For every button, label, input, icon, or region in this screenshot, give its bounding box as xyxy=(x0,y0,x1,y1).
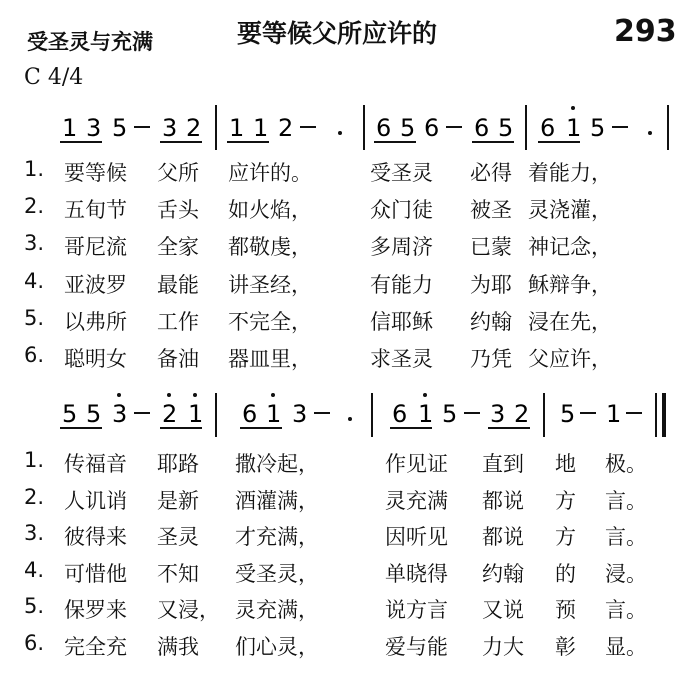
lyric-phrase: 有能力 xyxy=(370,272,433,297)
lyric-phrase: 如火焰， xyxy=(228,198,312,223)
lyric-phrase: 酒灌满， xyxy=(235,488,319,513)
lyric-phrase: 浸。 xyxy=(605,561,647,586)
lyric-phrase: 灵充满 xyxy=(385,488,448,513)
verse-line xyxy=(0,231,700,267)
lyric-phrase: 直到 xyxy=(482,452,524,476)
verse-line xyxy=(0,157,700,193)
lyric-phrase: 备油 xyxy=(157,347,199,371)
svg-text:1: 1 xyxy=(229,114,245,142)
lyric-phrase: 完全充 xyxy=(64,635,127,659)
lyric-phrase: 满我 xyxy=(157,635,199,659)
note: 2 xyxy=(186,114,202,142)
lyric-phrase: 父所 xyxy=(157,161,199,185)
notation-system-2 xyxy=(0,387,700,447)
verse-line xyxy=(0,306,700,342)
lyric-phrase: 神记念， xyxy=(528,235,612,260)
svg-text:5: 5 xyxy=(86,400,102,428)
svg-text:6: 6 xyxy=(474,114,490,142)
measure-8 xyxy=(560,400,642,428)
lyric-phrase: 为耶 xyxy=(470,272,512,297)
verse-number: 1. xyxy=(24,448,45,472)
lyric-phrase: 受圣灵 xyxy=(370,161,433,185)
svg-text:3: 3 xyxy=(112,400,128,428)
song-category: 受圣灵与充满 xyxy=(27,30,153,54)
key-signature: C 4/4 xyxy=(24,65,84,90)
lyric-phrase: 的 xyxy=(555,561,576,586)
svg-text:1: 1 xyxy=(253,114,269,142)
lyric-phrase: 才充满， xyxy=(235,525,319,550)
lyric-phrase: 着能力， xyxy=(528,161,612,185)
lyric-phrase: 要等候 xyxy=(64,161,127,185)
lyric-phrase: 器皿里， xyxy=(228,347,312,371)
lyric-phrase: 应许的。 xyxy=(228,161,312,185)
verse-line xyxy=(0,558,700,594)
lyric-phrase: 都说 xyxy=(482,525,524,550)
song-title: 要等候父所应许的 xyxy=(237,19,438,48)
note: 5 xyxy=(112,114,128,142)
measure-1 xyxy=(60,114,202,142)
lyric-phrase: 必得 xyxy=(470,161,512,185)
lyric-phrase: 舌头 xyxy=(157,198,199,223)
lyric-phrase: 言。 xyxy=(605,525,647,550)
lyric-phrase: 被圣 xyxy=(470,198,512,223)
verse-line xyxy=(0,343,700,379)
svg-text:3: 3 xyxy=(490,400,506,428)
lyric-phrase: 彼得来 xyxy=(64,525,127,550)
lyric-phrase: 又说 xyxy=(482,598,524,623)
lyric-phrase: 彰 xyxy=(555,635,576,659)
verse-number: 6. xyxy=(24,343,45,367)
lyric-phrase: 撒冷起， xyxy=(235,452,319,476)
lyric-phrase: 讲圣经， xyxy=(228,272,312,297)
verse-line xyxy=(0,485,700,521)
lyric-phrase: 方 xyxy=(555,488,576,513)
lyric-phrase: 极。 xyxy=(605,452,647,476)
lyric-phrase: 都敬虔， xyxy=(228,235,312,260)
lyric-phrase: 地 xyxy=(555,452,576,476)
verse-line xyxy=(0,594,700,630)
svg-text:1: 1 xyxy=(606,400,622,428)
lyric-phrase: 稣辩争， xyxy=(528,272,612,297)
lyric-phrase: 可惜他 xyxy=(64,561,127,586)
svg-text:6: 6 xyxy=(376,114,392,142)
svg-text:1: 1 xyxy=(418,400,434,428)
svg-text:1: 1 xyxy=(266,400,282,428)
verse-number: 5. xyxy=(24,305,45,330)
verse-line xyxy=(0,269,700,305)
verse-number: 4. xyxy=(24,557,45,582)
lyric-phrase: 人讥诮 xyxy=(64,488,127,513)
lyric-phrase: 圣灵 xyxy=(157,525,199,550)
lyric-phrase: 已蒙 xyxy=(470,235,512,260)
svg-text:5: 5 xyxy=(590,114,606,142)
lyric-phrase: 不知 xyxy=(157,561,199,586)
verse-line xyxy=(0,448,700,484)
svg-text:6: 6 xyxy=(424,114,440,142)
svg-text:2: 2 xyxy=(514,400,530,428)
verse-number: 3. xyxy=(24,231,45,256)
lyric-phrase: 作见证 xyxy=(385,452,448,476)
note: 1 xyxy=(62,114,78,142)
lyric-phrase: 五旬节 xyxy=(64,198,127,223)
lyric-phrase: 父应许， xyxy=(528,347,612,371)
lyric-phrase: 工作 xyxy=(157,309,199,334)
lyric-phrase: 信耶稣 xyxy=(370,309,433,334)
lyric-phrase: 灵浇灌， xyxy=(528,198,612,223)
svg-text:5: 5 xyxy=(498,114,514,142)
svg-text:5: 5 xyxy=(400,114,416,142)
lyric-phrase: 预 xyxy=(555,598,576,623)
lyric-phrase: 爱与能 xyxy=(385,635,448,659)
lyric-phrase: 全家 xyxy=(157,235,199,260)
svg-text:6: 6 xyxy=(540,114,556,142)
lyric-phrase: 力大 xyxy=(482,635,524,659)
note: 3 xyxy=(162,114,178,142)
verse-number: 2. xyxy=(24,484,45,509)
svg-text:2: 2 xyxy=(278,114,294,142)
lyric-phrase: 又浸， xyxy=(157,598,220,623)
measure-7 xyxy=(390,393,530,428)
lyric-phrase: 受圣灵， xyxy=(235,561,319,586)
svg-text:1: 1 xyxy=(566,114,582,142)
lyric-phrase: 因听见 xyxy=(385,525,448,550)
lyric-phrase: 是新 xyxy=(157,488,199,513)
lyric-phrase: 约翰 xyxy=(482,561,524,586)
lyric-phrase: 浸在先， xyxy=(528,309,612,334)
verse-line xyxy=(0,631,700,667)
lyric-phrase: 亚波罗 xyxy=(64,272,127,297)
note: 3 xyxy=(86,114,102,142)
hymn-number: 293 xyxy=(614,14,677,49)
verse-number: 5. xyxy=(24,594,45,619)
lyric-phrase: 最能 xyxy=(157,272,199,297)
measure-6 xyxy=(240,393,352,428)
lyric-phrase: 言。 xyxy=(605,488,647,513)
lyric-phrase: 多周济 xyxy=(370,235,433,260)
measure-2 xyxy=(227,114,342,142)
svg-text:6: 6 xyxy=(242,400,258,428)
svg-text:5: 5 xyxy=(442,400,458,428)
lyric-phrase: 说方言 xyxy=(385,598,448,623)
svg-text:3: 3 xyxy=(292,400,308,428)
verse-number: 3. xyxy=(24,521,45,546)
verse-number: 1. xyxy=(24,157,45,181)
verse-number: 4. xyxy=(24,268,45,293)
lyric-phrase: 方 xyxy=(555,525,576,550)
measure-3 xyxy=(374,114,514,142)
svg-text:5: 5 xyxy=(62,400,78,428)
lyric-phrase: 以弗所 xyxy=(64,309,127,334)
verse-line xyxy=(0,194,700,230)
lyric-phrase: 言。 xyxy=(605,598,647,623)
lyric-phrase: 耶路 xyxy=(157,452,199,476)
lyric-phrase: 都说 xyxy=(482,488,524,513)
lyric-phrase: 哥尼流 xyxy=(64,235,127,260)
lyric-phrase: 显。 xyxy=(605,635,647,659)
verse-number: 6. xyxy=(24,631,45,655)
lyric-phrase: 保罗来 xyxy=(64,598,127,623)
svg-text:5: 5 xyxy=(560,400,576,428)
verse-line xyxy=(0,521,700,557)
lyric-phrase: 不完全， xyxy=(228,309,312,334)
lyric-phrase: 灵充满， xyxy=(235,598,319,623)
lyric-phrase: 聪明女 xyxy=(64,347,127,371)
verse-number: 2. xyxy=(24,194,45,219)
lyric-phrase: 传福音 xyxy=(64,452,127,476)
notation-system-1 xyxy=(0,95,700,155)
svg-text:6: 6 xyxy=(392,400,408,428)
lyric-phrase: 乃凭 xyxy=(470,347,512,371)
lyric-phrase: 单晓得 xyxy=(385,561,448,586)
lyric-phrase: 约翰 xyxy=(470,309,512,334)
lyric-phrase: 们心灵， xyxy=(235,635,319,659)
measure-4 xyxy=(538,106,652,142)
measure-5 xyxy=(60,393,203,428)
svg-text:1: 1 xyxy=(188,400,204,428)
lyric-phrase: 众门徒 xyxy=(370,198,433,223)
svg-text:2: 2 xyxy=(162,400,178,428)
lyric-phrase: 求圣灵 xyxy=(370,347,433,371)
